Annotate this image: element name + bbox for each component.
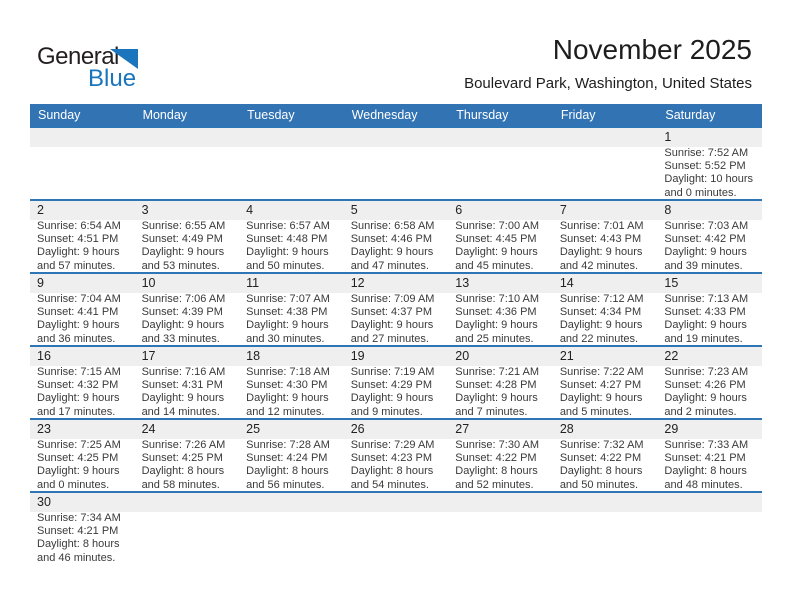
logo-blue-text: Blue <box>88 65 137 92</box>
day-cell-10 <box>135 274 240 345</box>
cell-line: Sunrise: 6:55 AM <box>141 220 226 232</box>
cell-line: Sunset: 4:45 PM <box>455 233 537 246</box>
cell-line: Sunrise: 6:58 AM <box>350 220 435 232</box>
cell-line: Daylight: 9 hours <box>664 319 747 332</box>
cell-line: Sunset: 4:21 PM <box>37 525 119 538</box>
cell-line: Sunset: 4:22 PM <box>455 452 537 465</box>
day-cell-28 <box>553 420 658 491</box>
cell-line: and 33 minutes. <box>141 332 220 345</box>
cell-line: Sunrise: 7:28 AM <box>246 439 330 451</box>
day-cell-6 <box>448 201 553 272</box>
day-header-thursday: Thursday <box>456 108 509 122</box>
day-cell-21 <box>553 347 658 418</box>
day-number: 6 <box>448 201 553 220</box>
day-cell-17 <box>135 347 240 418</box>
day-number: 30 <box>30 493 135 512</box>
cell-line: Sunset: 4:36 PM <box>455 306 537 319</box>
day-cell-4 <box>239 201 344 272</box>
cell-line: Sunset: 4:24 PM <box>246 452 328 465</box>
day-number: 16 <box>30 347 135 366</box>
day-number: 20 <box>448 347 553 366</box>
day-cell-7 <box>553 201 658 272</box>
cell-line: and 48 minutes. <box>664 478 743 491</box>
cell-line: and 19 minutes. <box>664 332 743 345</box>
cell-line: and 57 minutes. <box>37 259 116 272</box>
day-number: 24 <box>135 420 240 439</box>
cell-line: Daylight: 9 hours <box>664 392 747 405</box>
cell-line: Daylight: 9 hours <box>559 246 643 259</box>
cell-line: Daylight: 8 hours <box>37 538 120 551</box>
cell-line: Sunset: 4:25 PM <box>37 452 119 465</box>
cell-line: Daylight: 9 hours <box>455 392 538 405</box>
day-number: 29 <box>657 420 762 439</box>
cell-line: and 30 minutes. <box>246 332 325 345</box>
cell-line: and 27 minutes. <box>350 332 429 345</box>
week-row <box>30 345 762 418</box>
day-cell-29 <box>657 420 762 491</box>
day-header-monday: Monday <box>142 108 188 122</box>
week-row <box>30 272 762 345</box>
day-number: 2 <box>30 201 135 220</box>
day-cell-20 <box>448 347 553 418</box>
day-number: 14 <box>553 274 658 293</box>
cell-line: Daylight: 8 hours <box>559 465 643 478</box>
day-cell-9 <box>30 274 135 345</box>
day-number <box>344 493 449 512</box>
cell-line: and 54 minutes. <box>350 478 429 491</box>
cell-line: Sunrise: 7:29 AM <box>350 439 435 451</box>
page-title: November 2025 <box>552 34 752 65</box>
cell-line: Sunrise: 7:34 AM <box>37 512 121 524</box>
cell-line: Sunset: 4:46 PM <box>350 233 433 246</box>
day-cell-empty <box>448 493 553 564</box>
cell-line: Sunrise: 7:21 AM <box>455 366 540 378</box>
day-number: 26 <box>344 420 449 439</box>
day-cell-24 <box>135 420 240 491</box>
day-cell-2 <box>30 201 135 272</box>
day-number <box>553 493 658 512</box>
calendar-table <box>30 104 762 564</box>
cell-line: Sunset: 4:51 PM <box>37 233 119 246</box>
cell-line: Sunrise: 7:03 AM <box>664 220 749 232</box>
cell-line: Daylight: 8 hours <box>141 465 225 478</box>
day-cell-8 <box>657 201 762 272</box>
cell-line: Sunrise: 7:06 AM <box>141 293 226 305</box>
cell-line: Sunset: 4:31 PM <box>141 379 223 392</box>
day-number: 5 <box>344 201 449 220</box>
day-cell-15 <box>657 274 762 345</box>
day-cell-19 <box>344 347 449 418</box>
day-number: 8 <box>657 201 762 220</box>
cell-line: Daylight: 9 hours <box>246 246 329 259</box>
day-number: 7 <box>553 201 658 220</box>
cell-line: Sunset: 4:42 PM <box>664 233 746 246</box>
cell-line: Daylight: 9 hours <box>455 319 538 332</box>
day-cell-18 <box>239 347 344 418</box>
day-cell-23 <box>30 420 135 491</box>
day-number: 13 <box>448 274 553 293</box>
day-cell-empty <box>344 493 449 564</box>
cell-line: Daylight: 9 hours <box>455 246 538 259</box>
cell-line: Daylight: 9 hours <box>37 319 120 332</box>
day-number: 21 <box>553 347 658 366</box>
day-number: 1 <box>657 128 762 147</box>
day-header-friday: Friday <box>560 108 596 122</box>
cell-line: Sunrise: 7:18 AM <box>246 366 330 378</box>
day-cell-30 <box>30 493 135 564</box>
cell-line: and 45 minutes. <box>455 259 534 272</box>
day-cell-1 <box>657 128 762 199</box>
cell-line: Sunrise: 7:13 AM <box>664 293 749 305</box>
cell-line: Sunset: 4:37 PM <box>350 306 433 319</box>
cell-line: Sunrise: 7:22 AM <box>559 366 644 378</box>
day-cell-5 <box>344 201 449 272</box>
day-header-sunday: Sunday <box>38 108 81 122</box>
day-header-tuesday: Tuesday <box>247 108 295 122</box>
cell-line: Sunset: 4:27 PM <box>559 379 642 392</box>
day-number <box>448 493 553 512</box>
cell-line: and 53 minutes. <box>141 259 220 272</box>
day-cell-empty <box>553 493 658 564</box>
cell-line: and 22 minutes. <box>559 332 639 345</box>
day-cell-11 <box>239 274 344 345</box>
cell-line: and 47 minutes. <box>350 259 429 272</box>
cell-line: and 42 minutes. <box>559 259 639 272</box>
cell-line: Sunset: 4:21 PM <box>664 452 746 465</box>
cell-line: and 46 minutes. <box>37 551 116 564</box>
cell-line: and 7 minutes. <box>455 405 528 418</box>
cell-line: Daylight: 9 hours <box>350 392 434 405</box>
cell-line: Sunrise: 7:07 AM <box>246 293 330 305</box>
title-block <box>252 34 752 92</box>
day-number: 15 <box>657 274 762 293</box>
day-number: 28 <box>553 420 658 439</box>
cell-line: and 39 minutes. <box>664 259 743 272</box>
cell-line: Daylight: 9 hours <box>559 392 643 405</box>
cell-line: Daylight: 9 hours <box>37 465 120 478</box>
cell-line: Daylight: 8 hours <box>455 465 538 478</box>
cell-line: Sunset: 4:39 PM <box>141 306 223 319</box>
cell-line: Daylight: 8 hours <box>664 465 747 478</box>
day-cell-empty <box>30 128 135 199</box>
cell-line: Sunset: 4:48 PM <box>246 233 328 246</box>
cell-line: Daylight: 10 hours <box>664 173 754 186</box>
day-header-wednesday: Wednesday <box>351 108 418 122</box>
day-cell-16 <box>30 347 135 418</box>
cell-line: and 52 minutes. <box>455 478 534 491</box>
day-header-saturday: Saturday <box>665 108 716 122</box>
cell-line: Daylight: 9 hours <box>664 246 747 259</box>
day-cell-empty <box>239 128 344 199</box>
cell-line: Sunset: 4:28 PM <box>455 379 537 392</box>
day-number: 11 <box>239 274 344 293</box>
day-number <box>30 128 135 147</box>
day-cell-empty <box>344 128 449 199</box>
cell-line: Sunset: 4:38 PM <box>246 306 328 319</box>
day-header-row <box>30 104 762 126</box>
cell-line: Sunrise: 7:00 AM <box>455 220 540 232</box>
day-cell-12 <box>344 274 449 345</box>
day-number <box>448 128 553 147</box>
cell-line: Sunset: 5:52 PM <box>664 160 746 173</box>
cell-line: and 17 minutes. <box>37 405 116 418</box>
week-row <box>30 491 762 564</box>
cell-line: Sunrise: 7:26 AM <box>141 439 226 451</box>
cell-line: Daylight: 9 hours <box>559 319 643 332</box>
cell-line: Sunrise: 7:32 AM <box>559 439 644 451</box>
logo-general-text: General <box>37 43 119 70</box>
cell-line: Sunset: 4:34 PM <box>559 306 642 319</box>
day-number <box>239 128 344 147</box>
cell-line: Sunset: 4:30 PM <box>246 379 328 392</box>
cell-line: Sunrise: 7:01 AM <box>559 220 644 232</box>
cell-line: Sunrise: 6:54 AM <box>37 220 121 232</box>
cell-line: Daylight: 9 hours <box>350 319 434 332</box>
week-row <box>30 418 762 491</box>
cell-line: Daylight: 9 hours <box>141 319 225 332</box>
day-cell-empty <box>657 493 762 564</box>
cell-line: Sunrise: 7:16 AM <box>141 366 226 378</box>
week-row <box>30 199 762 272</box>
cell-line: and 56 minutes. <box>246 478 325 491</box>
cell-line: Sunset: 4:23 PM <box>350 452 433 465</box>
day-cell-13 <box>448 274 553 345</box>
cell-line: and 2 minutes. <box>664 405 737 418</box>
day-cell-empty <box>239 493 344 564</box>
day-number <box>344 128 449 147</box>
day-number: 27 <box>448 420 553 439</box>
calendar-body <box>30 126 762 564</box>
cell-line: and 36 minutes. <box>37 332 116 345</box>
cell-line: Daylight: 9 hours <box>246 392 329 405</box>
cell-line: Daylight: 9 hours <box>37 246 120 259</box>
day-number: 23 <box>30 420 135 439</box>
cell-line: Daylight: 9 hours <box>141 246 225 259</box>
cell-line: Daylight: 8 hours <box>246 465 329 478</box>
cell-line: Sunrise: 7:10 AM <box>455 293 540 305</box>
cell-line: and 14 minutes. <box>141 405 220 418</box>
day-cell-3 <box>135 201 240 272</box>
general-blue-logo <box>37 45 147 95</box>
cell-line: and 0 minutes. <box>37 478 110 491</box>
cell-line: Daylight: 9 hours <box>37 392 120 405</box>
day-cell-22 <box>657 347 762 418</box>
day-number: 19 <box>344 347 449 366</box>
cell-line: Sunset: 4:25 PM <box>141 452 223 465</box>
day-number: 25 <box>239 420 344 439</box>
day-number: 22 <box>657 347 762 366</box>
day-number: 17 <box>135 347 240 366</box>
cell-line: Sunrise: 6:57 AM <box>246 220 330 232</box>
cell-line: Sunset: 4:22 PM <box>559 452 642 465</box>
cell-line: and 58 minutes. <box>141 478 220 491</box>
cell-line: Sunset: 4:29 PM <box>350 379 433 392</box>
cell-line: Daylight: 9 hours <box>141 392 225 405</box>
day-cell-empty <box>553 128 658 199</box>
page-subtitle: Boulevard Park, Washington, United States <box>464 75 752 92</box>
cell-line: and 9 minutes. <box>350 405 423 418</box>
day-cell-25 <box>239 420 344 491</box>
cell-line: Daylight: 9 hours <box>350 246 434 259</box>
day-number: 9 <box>30 274 135 293</box>
cell-line: and 25 minutes. <box>455 332 534 345</box>
cell-line: Sunset: 4:43 PM <box>559 233 642 246</box>
cell-line: Sunrise: 7:33 AM <box>664 439 749 451</box>
day-cell-14 <box>553 274 658 345</box>
day-number: 18 <box>239 347 344 366</box>
week-row <box>30 126 762 199</box>
day-number: 10 <box>135 274 240 293</box>
day-number <box>239 493 344 512</box>
day-cell-empty <box>135 128 240 199</box>
day-cell-empty <box>135 493 240 564</box>
day-number <box>135 128 240 147</box>
cell-line: Sunset: 4:26 PM <box>664 379 746 392</box>
day-cell-26 <box>344 420 449 491</box>
cell-line: and 50 minutes. <box>246 259 325 272</box>
cell-line: and 5 minutes. <box>559 405 632 418</box>
day-number: 4 <box>239 201 344 220</box>
day-number <box>657 493 762 512</box>
cell-line: and 50 minutes. <box>559 478 639 491</box>
cell-line: and 12 minutes. <box>246 405 325 418</box>
cell-line: Sunset: 4:33 PM <box>664 306 746 319</box>
cell-line: Sunrise: 7:52 AM <box>664 147 749 159</box>
cell-line: Daylight: 8 hours <box>350 465 434 478</box>
cell-line: Sunrise: 7:15 AM <box>37 366 121 378</box>
cell-line: Sunrise: 7:30 AM <box>455 439 540 451</box>
cell-line: Sunrise: 7:23 AM <box>664 366 749 378</box>
cell-line: Sunrise: 7:12 AM <box>559 293 644 305</box>
day-cell-empty <box>448 128 553 199</box>
cell-line: Sunset: 4:32 PM <box>37 379 119 392</box>
cell-line: Sunrise: 7:04 AM <box>37 293 121 305</box>
day-number <box>553 128 658 147</box>
cell-line: Sunrise: 7:09 AM <box>350 293 435 305</box>
cell-line: Sunset: 4:41 PM <box>37 306 119 319</box>
cell-line: Sunrise: 7:19 AM <box>350 366 435 378</box>
day-cell-27 <box>448 420 553 491</box>
day-number: 3 <box>135 201 240 220</box>
cell-line: Daylight: 9 hours <box>246 319 329 332</box>
cell-line: Sunset: 4:49 PM <box>141 233 223 246</box>
day-number: 12 <box>344 274 449 293</box>
cell-line: Sunrise: 7:25 AM <box>37 439 121 451</box>
day-number <box>135 493 240 512</box>
cell-line: and 0 minutes. <box>664 186 737 199</box>
